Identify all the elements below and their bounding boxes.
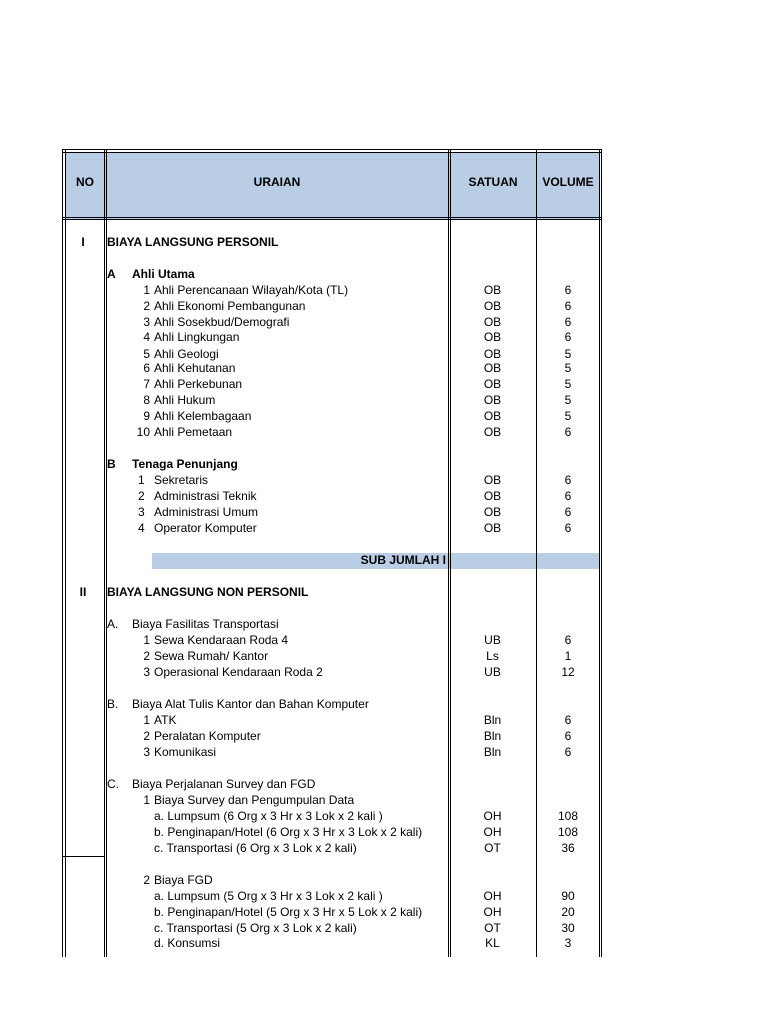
item-satuan: KL	[485, 936, 500, 950]
table-row	[62, 299, 602, 314]
item-number: 5	[143, 347, 150, 361]
item-label: ATK	[154, 713, 177, 727]
table-row	[62, 489, 602, 504]
section-row	[62, 585, 602, 600]
item-volume: 6	[564, 505, 572, 519]
header-satuan: SATUAN	[468, 175, 518, 189]
item-satuan: OT	[484, 841, 501, 855]
subgroup-number: 2	[143, 873, 150, 887]
row-divider	[62, 856, 104, 857]
item-satuan: UB	[484, 633, 501, 647]
item-satuan: UB	[484, 665, 501, 679]
item-volume: 108	[557, 809, 579, 823]
item-satuan: Bln	[483, 729, 502, 743]
group-row	[62, 777, 602, 792]
item-number: 4	[138, 521, 145, 535]
item-satuan: OT	[484, 921, 501, 935]
item-number: 2	[143, 729, 150, 743]
item-volume: 90	[561, 889, 575, 903]
group-title: Biaya Perjalanan Survey dan FGD	[132, 777, 316, 791]
item-label: Ahli Geologi	[154, 347, 219, 361]
group-letter: A	[107, 267, 116, 281]
item-satuan: OB	[483, 489, 502, 503]
item-volume: 12	[561, 665, 575, 679]
table-row	[62, 425, 602, 440]
item-number: 7	[143, 377, 150, 391]
item-satuan: OB	[483, 473, 502, 487]
table-row	[62, 505, 602, 520]
table-row	[62, 283, 602, 298]
header-volume: VOLUME	[542, 175, 594, 189]
item-number: 2	[143, 299, 150, 313]
group-title: Tenaga Penunjang	[132, 457, 238, 471]
table-row	[62, 905, 602, 920]
subgroup-row	[62, 873, 602, 888]
item-number: 9	[143, 409, 150, 423]
table-row	[62, 713, 602, 728]
item-label: Ahli Kelembagaan	[154, 409, 252, 423]
item-volume: 6	[564, 283, 572, 297]
header-divider	[62, 217, 602, 218]
item-volume: 36	[561, 841, 575, 855]
item-label: Ahli Kehutanan	[154, 361, 236, 375]
item-label: a. Lumpsum (6 Org x 3 Hr x 3 Lok x 2 kali )	[154, 809, 383, 823]
item-label: Ahli Perencanaan Wilayah/Kota (TL)	[154, 283, 349, 297]
table-row	[62, 841, 602, 856]
item-satuan: OB	[483, 409, 502, 423]
item-number: 3	[143, 665, 150, 679]
table-row	[62, 921, 602, 936]
header-divider-2	[62, 219, 602, 220]
item-label: Ahli Ekonomi Pembangunan	[154, 299, 306, 313]
item-satuan: OB	[483, 393, 502, 407]
item-volume: 5	[564, 361, 572, 375]
item-label: Ahli Perkebunan	[154, 377, 243, 391]
item-volume: 5	[564, 347, 572, 361]
item-volume: 5	[564, 409, 572, 423]
item-volume: 6	[564, 713, 572, 727]
item-satuan: OB	[483, 315, 502, 329]
item-label: c. Transportasi (6 Org x 3 Lok x 2 kali)	[154, 841, 357, 855]
item-satuan: OH	[483, 825, 502, 839]
item-satuan: OB	[483, 505, 502, 519]
item-satuan: OB	[483, 521, 502, 535]
item-satuan: OH	[483, 905, 502, 919]
subtotal-row	[62, 553, 602, 568]
item-label: Peralatan Komputer	[154, 729, 261, 743]
item-volume: 6	[564, 521, 572, 535]
item-volume: 6	[564, 315, 572, 329]
item-satuan: OB	[483, 425, 502, 439]
item-satuan: OB	[483, 299, 502, 313]
item-satuan: Ls	[486, 649, 499, 663]
table-row	[62, 665, 602, 680]
item-number: 3	[143, 315, 150, 329]
group-letter: A.	[107, 617, 119, 631]
table-row	[62, 889, 602, 904]
item-label: Sewa Kendaraan Roda 4	[154, 633, 289, 647]
table-row	[62, 825, 602, 840]
group-letter: B	[107, 457, 116, 471]
group-row	[62, 457, 602, 472]
item-satuan: Bln	[483, 713, 502, 727]
section-number: I	[81, 235, 85, 249]
group-title: Biaya Alat Tulis Kantor dan Bahan Komputer	[132, 697, 369, 711]
table-row	[62, 393, 602, 408]
section-title: BIAYA LANGSUNG PERSONIL	[107, 235, 279, 249]
item-volume: 1	[564, 649, 572, 663]
item-number: 2	[138, 489, 145, 503]
subgroup-title: Biaya FGD	[154, 873, 213, 887]
item-label: a. Lumpsum (5 Org x 3 Hr x 3 Lok x 2 kali )	[154, 889, 383, 903]
item-number: 3	[143, 745, 150, 759]
item-satuan: OB	[483, 283, 502, 297]
item-number: 8	[143, 393, 150, 407]
item-volume: 6	[564, 729, 572, 743]
table-row	[62, 315, 602, 330]
item-volume: 6	[564, 489, 572, 503]
table-border-top	[62, 149, 602, 150]
table-row	[62, 473, 602, 488]
header-no: NO	[76, 175, 94, 189]
item-volume: 3	[564, 936, 572, 950]
item-label: Administrasi Umum	[154, 505, 259, 519]
item-number: 1	[143, 713, 150, 727]
item-number: 6	[143, 361, 150, 375]
group-title: Ahli Utama	[132, 267, 195, 281]
item-label: Operasional Kendaraan Roda 2	[154, 665, 323, 679]
table-row	[62, 409, 602, 424]
group-letter: C.	[107, 777, 119, 791]
table-row	[62, 521, 602, 536]
section-number: II	[79, 585, 87, 599]
item-label: c. Transportasi (5 Org x 3 Lok x 2 kali)	[154, 921, 357, 935]
item-volume: 5	[564, 377, 572, 391]
item-satuan: OB	[483, 377, 502, 391]
subgroup-row	[62, 793, 602, 808]
item-volume: 6	[564, 633, 572, 647]
item-volume: 6	[564, 330, 572, 344]
item-label: Operator Komputer	[154, 521, 257, 535]
table-row	[62, 377, 602, 392]
item-label: Ahli Pemetaan	[154, 425, 233, 439]
table-row	[62, 936, 602, 951]
item-satuan: Bln	[483, 745, 502, 759]
group-letter: B.	[107, 697, 119, 711]
item-label: Sewa Rumah/ Kantor	[154, 649, 269, 663]
item-number: 2	[143, 649, 150, 663]
item-label: Ahli Hukum	[154, 393, 216, 407]
table-row	[62, 330, 602, 345]
item-number: 4	[143, 330, 150, 344]
item-volume: 5	[564, 393, 572, 407]
item-label: Komunikasi	[154, 745, 217, 759]
subtotal-label: SUB JUMLAH I	[360, 553, 446, 567]
item-number: 1	[143, 633, 150, 647]
item-label: b. Penginapan/Hotel (5 Org x 3 Hr x 5 Lok x 2 kali)	[154, 905, 423, 919]
table-row	[62, 649, 602, 664]
item-number: 1	[138, 473, 145, 487]
item-satuan: OB	[483, 347, 502, 361]
subgroup-number: 1	[143, 793, 150, 807]
table-border-top-inner	[62, 152, 602, 153]
header-uraian: URAIAN	[253, 175, 301, 189]
item-label: Administrasi Teknik	[154, 489, 257, 503]
table-row	[62, 729, 602, 744]
item-number: 3	[138, 505, 145, 519]
table-row	[62, 633, 602, 648]
table-row	[62, 361, 602, 376]
item-satuan: OH	[483, 889, 502, 903]
item-label: b. Penginapan/Hotel (6 Org x 3 Hr x 3 Lok x 2 kali)	[154, 825, 423, 839]
group-title: Biaya Fasilitas Transportasi	[132, 617, 279, 631]
item-volume: 30	[561, 921, 575, 935]
item-label: Ahli Sosekbud/Demografi	[154, 315, 290, 329]
table-row	[62, 809, 602, 824]
item-label: Ahli Lingkungan	[154, 330, 240, 344]
table-row	[62, 347, 602, 362]
item-satuan: OH	[483, 809, 502, 823]
group-row	[62, 617, 602, 632]
group-row	[62, 697, 602, 712]
budget-table	[62, 149, 602, 957]
item-label: Sekretaris	[154, 473, 209, 487]
subgroup-title: Biaya Survey dan Pengumpulan Data	[154, 793, 355, 807]
section-title: BIAYA LANGSUNG NON PERSONIL	[107, 585, 309, 599]
item-label: d. Konsumsi	[154, 936, 221, 950]
section-row	[62, 235, 602, 250]
item-number: 1	[143, 283, 150, 297]
item-volume: 6	[564, 299, 572, 313]
item-volume: 6	[564, 745, 572, 759]
item-number: 10	[136, 425, 150, 439]
item-volume: 108	[557, 825, 579, 839]
item-satuan: OB	[483, 330, 502, 344]
item-volume: 6	[564, 473, 572, 487]
group-row	[62, 267, 602, 282]
item-volume: 20	[561, 905, 575, 919]
item-satuan: OB	[483, 361, 502, 375]
table-row	[62, 745, 602, 760]
item-volume: 6	[564, 425, 572, 439]
